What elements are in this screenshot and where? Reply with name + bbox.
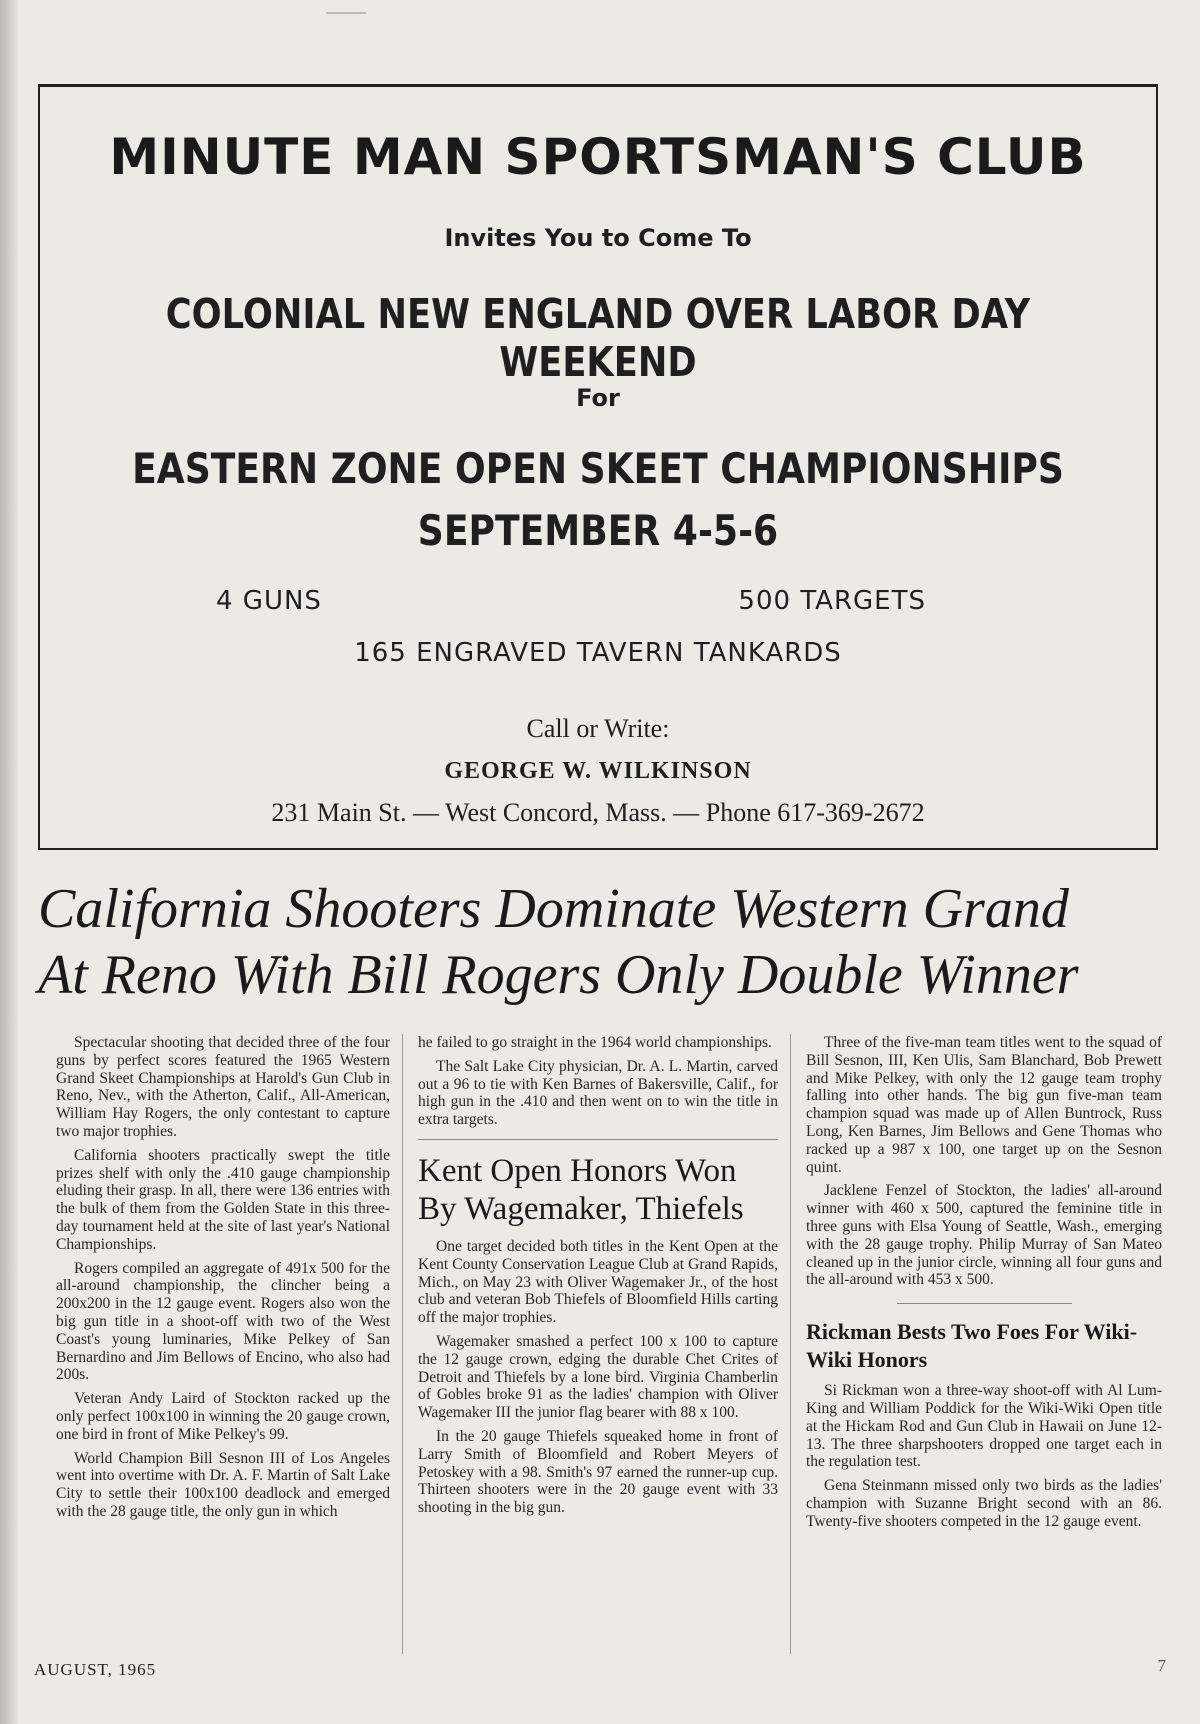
ad-contact-address: 231 Main St. — West Concord, Mass. — Phone 617-369-2672 (271, 798, 925, 827)
ad-tankards: 165 ENGRAVED TAVERN TANKARDS (354, 638, 842, 668)
rickman-subheadline: Rickman Bests Two Foes For Wiki-Wiki Honors (806, 1319, 1138, 1373)
paragraph: Spectacular shooting that decided three of the four guns by perfect scores featured the 1965 Western Grand Skeet Championships at Harold's Gun Club in Reno, Nev., with the Atherton, Calif., All-American, William Hay Rogers, the only contestant to capture two major trophies. (56, 1034, 390, 1140)
issue-date: AUGUST, 1965 (34, 1660, 157, 1679)
advertisement-box (38, 84, 1158, 850)
ad-colonial-line: COLONIAL NEW ENGLAND OVER LABOR DAY WEEKEND (165, 290, 1031, 386)
top-rule (326, 12, 366, 14)
paragraph: Jacklene Fenzel of Stockton, the ladies' all-around winner with 460 x 500, captured the feminine title in three guns with Elsa Young of Seattle, Wash., emerging with the 28 gauge trophy. Philip Murray of San Mateo cleaned up in the junior circle, winning all four guns and the all-around with 453 x 500. (806, 1182, 1162, 1289)
ad-event-title: EASTERN ZONE OPEN SKEET CHAMPIONSHIPS (132, 444, 1064, 493)
column-3 (806, 1034, 1162, 1537)
ad-invites-line: Invites You to Come To (444, 224, 752, 252)
ad-top-border (38, 84, 1158, 87)
section-rule (897, 1303, 1072, 1304)
ad-for-line: For (576, 384, 620, 412)
headline-line-1: California Shooters Dominate Western Grand (38, 878, 1069, 940)
paragraph: Rogers compiled an aggregate of 491x 500 for the all-around championship, the clincher being a 200x200 in the 12 gauge event. Rogers also won the big gun title in a shoot-off with two of the West Coast's young luminaries, Mike Pelkey of San Bernardino and Jim Bellows of Encino, who also had 200s. (56, 1259, 390, 1384)
ad-targets: 500 TARGETS (738, 586, 926, 616)
ad-club-title: MINUTE MAN SPORTSMAN'S CLUB (109, 128, 1087, 186)
section-rule (418, 1139, 778, 1140)
ad-guns: 4 GUNS (216, 586, 322, 616)
page-number: 7 (1157, 1656, 1166, 1675)
article-headline (38, 876, 1178, 1008)
column-2 (418, 1034, 778, 1523)
kent-open-subheadline: Kent Open Honors Won By Wagemaker, Thiefels (418, 1152, 744, 1227)
column-1 (56, 1034, 390, 1527)
paragraph: World Champion Bill Sesnon III of Los Angeles went into overtime with Dr. A. F. Martin of Salt Lake City to settle their 100x100 deadlock and emerged with the 28 gauge title, the only gun in which (56, 1449, 390, 1520)
paragraph: One target decided both titles in the Kent Open at the Kent County Conservation League Club at Grand Rapids, Mich., on May 23 with Oliver Wagemaker Jr., of the host club and veteran Bob Thiefels of Bloomfield Hills carting off the major trophies. (418, 1237, 778, 1327)
ad-event-dates: SEPTEMBER 4-5-6 (417, 506, 779, 555)
paragraph: The Salt Lake City physician, Dr. A. L. Martin, carved out a 96 to tie with Ken Barnes of Bakersville, Calif., for high gun in the .410 and then went on to win the title in extra targets. (418, 1057, 778, 1129)
paragraph: Wagemaker smashed a perfect 100 x 100 to capture the 12 gauge crown, edging the durable Chet Crites of Detroit and Thiefels by a lone bird. Virginia Chamberlin of Gobles broke 91 as the ladies' champion with Oliver Wagemaker III the junior flag bearer with 88 x 100. (418, 1332, 778, 1422)
paragraph: California shooters practically swept the title prizes shelf with only the .410 gauge championship eluding their grasp. In all, there were 136 entries with the bulk of them from the Golden State in this three-day tournament held at the site of last year's National Championships. (56, 1146, 390, 1253)
paragraph: Gena Steinmann missed only two birds as the ladies' champion with Suzanne Bright second with an 86. Twenty-five shooters competed in the 12 gauge event. (806, 1477, 1162, 1530)
ad-call-or-write: Call or Write: (526, 714, 670, 743)
paragraph: Three of the five-man team titles went to the squad of Bill Sesnon, III, Ken Ulis, Sam Blanchard, Bob Prewett and Mike Pelkey, with only the 12 gauge team trophy falling into other hands. The big gun five-man team champion squad was made up of Allen Buntrock, Russ Long, Ken Barnes, Jim Bellows and Gene Thomas who racked up a 987 x 100, one target up on the Sesnon quint. (806, 1034, 1162, 1176)
paragraph: he failed to go straight in the 1964 world championships. (418, 1034, 772, 1051)
headline-line-2: At Reno With Bill Rogers Only Double Winner (38, 944, 1079, 1006)
binding-shadow (0, 0, 18, 1724)
paragraph: In the 20 gauge Thiefels squeaked home in front of Larry Smith of Bloomfield and Robert Meyers of Petoskey with a 98. Smith's 97 earned the runner-up cup. Thirteen shooters were in the 20 gauge event with 33 shooting in the big gun. (418, 1427, 778, 1517)
ad-contact-name: GEORGE W. WILKINSON (444, 758, 752, 784)
column-divider (790, 1034, 791, 1654)
paragraph: Veteran Andy Laird of Stockton racked up the only perfect 100x100 in winning the 20 gauge crown, one bird in front of Mike Pelkey's 99. (56, 1390, 390, 1443)
paragraph: Si Rickman won a three-way shoot-off with Al Lum-King and William Poddick for the Wiki-Wiki Open title at the Hickam Rod and Gun Club in Hawaii on June 12-13. The three sharpshooters dropped one target each in the regulation test. (806, 1382, 1162, 1471)
column-divider (402, 1034, 403, 1654)
